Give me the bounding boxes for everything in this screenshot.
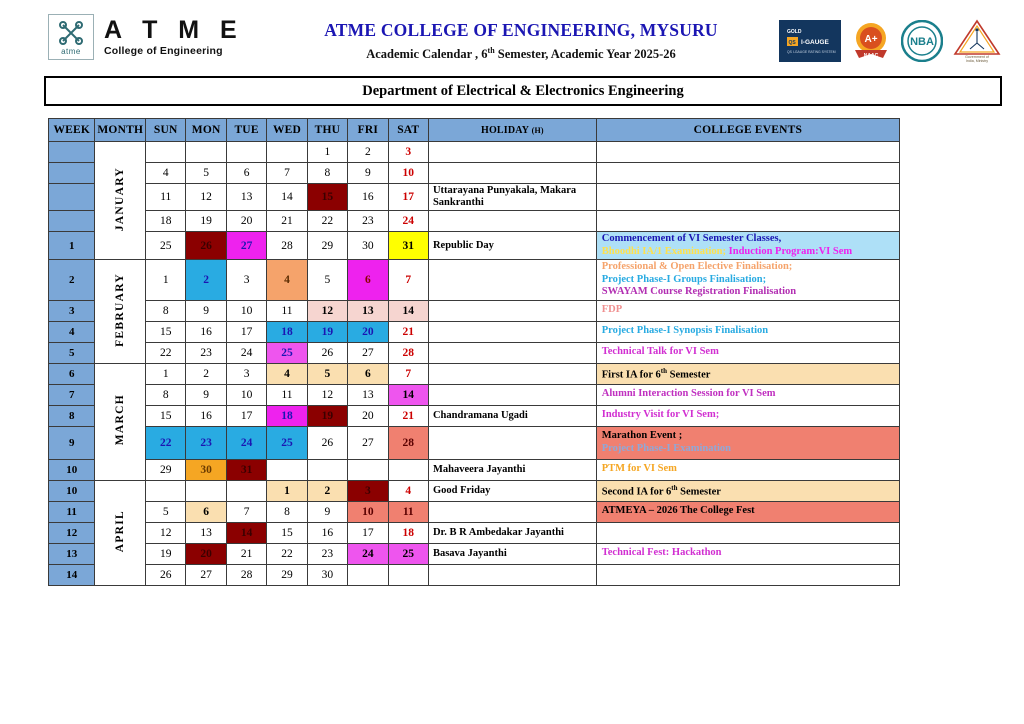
holiday-cell (428, 300, 596, 321)
government-of-india-emblem-badge-icon (952, 18, 1002, 64)
college-events-cell (596, 522, 899, 543)
date-cell: 28 (226, 564, 266, 585)
holiday-cell (428, 321, 596, 342)
week-number-cell: 10 (49, 459, 95, 480)
holiday-cell (428, 363, 596, 384)
date-cell: 15 (146, 405, 186, 426)
date-cell: 26 (307, 342, 347, 363)
column-header-fri: FRI (348, 119, 388, 142)
svg-text:QS: QS (788, 40, 796, 46)
date-cell: 21 (267, 211, 307, 232)
holiday-cell: Basava Jayanthi (428, 543, 596, 564)
svg-text:I-GAUGE: I-GAUGE (801, 39, 829, 46)
calendar-week-row (49, 300, 900, 321)
atme-knot-icon (56, 19, 86, 47)
date-cell: 19 (146, 543, 186, 564)
date-cell: 18 (146, 211, 186, 232)
event-line: Project Phase-I Groups Finalisation; (601, 273, 767, 285)
date-cell: 7 (388, 363, 428, 384)
date-cell: 17 (226, 321, 266, 342)
date-cell: 29 (307, 232, 347, 260)
date-cell: 23 (186, 426, 226, 459)
column-header-sat: SAT (388, 119, 428, 142)
holiday-cell (428, 384, 596, 405)
date-cell (146, 142, 186, 163)
svg-text:QS I-GAUGE RATING SYSTEM: QS I-GAUGE RATING SYSTEM (787, 50, 836, 54)
event-line: Marathon Event ; (601, 430, 683, 441)
calendar-week-row (49, 480, 900, 501)
date-cell: 22 (307, 211, 347, 232)
event-text-tail: Semester (666, 369, 711, 381)
holiday-cell (428, 501, 596, 522)
event-line: Alumni Interaction Session for VI Sem (601, 388, 776, 400)
date-cell (267, 142, 307, 163)
date-cell: 25 (146, 232, 186, 260)
date-cell: 10 (226, 384, 266, 405)
date-cell: 25 (388, 543, 428, 564)
date-cell: 3 (388, 142, 428, 163)
event-line: Project Phase-I Synopsis Finalisation (601, 325, 769, 337)
event-ordinal-suffix: th (660, 367, 667, 375)
calendar-table-wrapper (48, 118, 1002, 586)
date-cell: 6 (348, 260, 388, 301)
date-cell: 15 (267, 522, 307, 543)
svg-text:NBA: NBA (910, 36, 934, 48)
date-cell: 12 (146, 522, 186, 543)
svg-text:Government of: Government of (965, 55, 989, 59)
college-events-cell (596, 564, 899, 585)
event-line: Technical Fest: Hackathon (601, 547, 722, 559)
date-cell: 20 (226, 211, 266, 232)
date-cell: 20 (186, 543, 226, 564)
date-cell (146, 480, 186, 501)
month-name: APRIL (114, 509, 127, 553)
date-cell: 24 (226, 426, 266, 459)
table-head (49, 119, 900, 142)
date-cell: 30 (307, 564, 347, 585)
date-cell: 1 (267, 480, 307, 501)
date-cell: 5 (307, 260, 347, 301)
college-events-cell (596, 501, 899, 522)
date-cell: 22 (146, 426, 186, 459)
holiday-cell (428, 342, 596, 363)
college-events-cell (596, 300, 899, 321)
date-cell: 28 (388, 426, 428, 459)
event-line: FDP (601, 304, 623, 316)
date-cell: 14 (388, 384, 428, 405)
college-events-cell (596, 426, 899, 459)
week-number-cell (49, 184, 95, 211)
qs-igauge-gold-badge-icon (779, 20, 841, 62)
college-events-cell (596, 405, 899, 426)
holiday-cell: Chandramana Ugadi (428, 405, 596, 426)
date-cell: 8 (146, 300, 186, 321)
date-cell: 15 (146, 321, 186, 342)
event-text: Induction Program:VI Sem (726, 245, 853, 257)
date-cell: 22 (267, 543, 307, 564)
date-cell: 5 (307, 363, 347, 384)
week-number-cell: 9 (49, 426, 95, 459)
week-number-cell: 10 (49, 480, 95, 501)
calendar-week-row (49, 321, 900, 342)
event-text: Second IA for 6 (601, 486, 672, 498)
week-number-cell (49, 211, 95, 232)
week-number-cell: 11 (49, 501, 95, 522)
calendar-week-row (49, 342, 900, 363)
calendar-week-row (49, 384, 900, 405)
college-events-cell (596, 321, 899, 342)
week-number-cell (49, 163, 95, 184)
date-cell: 25 (267, 426, 307, 459)
calendar-week-row (49, 260, 900, 301)
holiday-cell: Mahaveera Jayanthi (428, 459, 596, 480)
table-body (49, 142, 900, 586)
column-header-sun: SUN (146, 119, 186, 142)
date-cell: 29 (267, 564, 307, 585)
date-cell: 16 (307, 522, 347, 543)
column-header-mon: MON (186, 119, 226, 142)
date-cell: 20 (348, 405, 388, 426)
date-cell: 3 (348, 480, 388, 501)
date-cell (267, 459, 307, 480)
column-header-thu: THU (307, 119, 347, 142)
date-cell: 6 (226, 163, 266, 184)
column-header-holiday: HOLIDAY (H) (428, 119, 596, 142)
date-cell: 14 (267, 184, 307, 211)
atme-monogram-icon (48, 14, 94, 60)
event-line: Professional & Open Elective Finalisation; (601, 261, 793, 272)
date-cell: 12 (186, 184, 226, 211)
holiday-cell (428, 142, 596, 163)
week-number-cell: 13 (49, 543, 95, 564)
college-events-cell (596, 459, 899, 480)
college-events-cell (596, 342, 899, 363)
svg-text:A+: A+ (864, 34, 878, 45)
date-cell: 9 (307, 501, 347, 522)
event-line: Commencement of VI Semester Classes, (601, 233, 782, 244)
calendar-week-row (49, 543, 900, 564)
date-cell: 28 (388, 342, 428, 363)
column-header-week: WEEK (49, 119, 95, 142)
date-cell: 1 (146, 260, 186, 301)
week-number-cell: 12 (49, 522, 95, 543)
date-cell (348, 564, 388, 585)
title-block (263, 14, 779, 62)
college-events-cell (596, 232, 899, 260)
date-cell: 18 (267, 321, 307, 342)
date-cell: 10 (388, 163, 428, 184)
event-line: ATMEYA – 2026 The College Fest (601, 505, 755, 517)
date-cell: 11 (146, 184, 186, 211)
svg-text:NAAC: NAAC (863, 53, 879, 59)
date-cell: 2 (348, 142, 388, 163)
brand-tagline: College of Engineering (104, 44, 223, 57)
date-cell: 19 (186, 211, 226, 232)
week-number-cell: 7 (49, 384, 95, 405)
date-cell: 25 (267, 342, 307, 363)
date-cell (226, 142, 266, 163)
date-cell: 26 (186, 232, 226, 260)
calendar-week-row (49, 564, 900, 585)
date-cell: 13 (226, 184, 266, 211)
date-cell: 11 (388, 501, 428, 522)
date-cell (348, 459, 388, 480)
date-cell: 9 (186, 300, 226, 321)
calendar-week-row (49, 405, 900, 426)
college-events-cell (596, 363, 899, 384)
event-line (602, 482, 894, 499)
date-cell: 4 (267, 260, 307, 301)
event-text-tail: Semester (677, 486, 721, 498)
event-line: Industry Visit for VI Sem; (601, 409, 720, 421)
holiday-cell (428, 564, 596, 585)
column-header-wed: WED (267, 119, 307, 142)
holiday-cell: Dr. B R Ambedakar Jayanthi (428, 522, 596, 543)
date-cell: 27 (348, 426, 388, 459)
week-number-cell: 1 (49, 232, 95, 260)
date-cell: 27 (186, 564, 226, 585)
week-number-cell: 14 (49, 564, 95, 585)
date-cell: 12 (307, 384, 347, 405)
date-cell: 6 (348, 363, 388, 384)
date-cell: 3 (226, 363, 266, 384)
calendar-week-row (49, 184, 900, 211)
date-cell: 4 (388, 480, 428, 501)
date-cell: 24 (348, 543, 388, 564)
date-cell: 27 (348, 342, 388, 363)
holiday-cell (428, 163, 596, 184)
calendar-week-row (49, 363, 900, 384)
date-cell: 13 (348, 300, 388, 321)
date-cell: 30 (186, 459, 226, 480)
month-label-cell (95, 260, 146, 364)
date-cell: 6 (186, 501, 226, 522)
event-line (602, 365, 894, 382)
calendar-week-row (49, 142, 900, 163)
event-line: Project Phase-I Examination (601, 442, 732, 454)
date-cell: 5 (186, 163, 226, 184)
accreditation-badges (779, 14, 1002, 64)
holiday-cell (428, 260, 596, 301)
date-cell: 11 (267, 300, 307, 321)
date-cell: 16 (186, 321, 226, 342)
date-cell: 19 (307, 405, 347, 426)
date-cell: 21 (388, 321, 428, 342)
college-events-cell (596, 480, 899, 501)
date-cell: 4 (146, 163, 186, 184)
date-cell: 7 (388, 260, 428, 301)
brand-name: A T M E (104, 15, 244, 44)
date-cell: 12 (307, 300, 347, 321)
date-cell: 18 (388, 522, 428, 543)
college-events-cell (596, 384, 899, 405)
week-number-cell: 8 (49, 405, 95, 426)
date-cell: 13 (186, 522, 226, 543)
holiday-cell: Uttarayana Punyakala, Makara Sankranthi (428, 184, 596, 211)
date-cell: 2 (186, 260, 226, 301)
date-cell: 22 (146, 342, 186, 363)
date-cell: 26 (146, 564, 186, 585)
month-label-cell (95, 363, 146, 480)
calendar-week-row (49, 426, 900, 459)
department-title-bar (44, 76, 1002, 106)
subtitle-sup: th (487, 46, 495, 55)
institution-logo (48, 14, 263, 60)
date-cell: 17 (348, 522, 388, 543)
column-header-month: MONTH (95, 119, 146, 142)
date-cell: 5 (146, 501, 186, 522)
month-name: FEBRUARY (114, 272, 127, 347)
department-title: Department of Electrical & Electronics Engineering (362, 82, 684, 99)
naac-a-plus-badge-icon (850, 20, 892, 62)
logo-wordmark (104, 15, 244, 57)
calendar-week-row (49, 501, 900, 522)
date-cell: 28 (267, 232, 307, 260)
date-cell: 1 (307, 142, 347, 163)
college-events-cell (596, 163, 899, 184)
page-title: ATME COLLEGE OF ENGINEERING, MYSURU (324, 20, 718, 40)
date-cell: 1 (146, 363, 186, 384)
column-header-tue: TUE (226, 119, 266, 142)
subtitle-pre: Academic Calendar , 6 (366, 47, 488, 62)
date-cell: 2 (186, 363, 226, 384)
week-number-cell (49, 142, 95, 163)
event-line: PTM for VI Sem (601, 463, 677, 475)
date-cell: 23 (307, 543, 347, 564)
month-name: MARCH (114, 394, 127, 446)
date-cell: 8 (307, 163, 347, 184)
date-cell: 17 (226, 405, 266, 426)
event-ordinal-suffix: th (671, 484, 678, 492)
logo-mark-word: atme (61, 46, 81, 56)
date-cell (388, 459, 428, 480)
date-cell (307, 459, 347, 480)
date-cell (186, 142, 226, 163)
holiday-cell: Good Friday (428, 480, 596, 501)
date-cell: 10 (226, 300, 266, 321)
date-cell: 9 (348, 163, 388, 184)
date-cell: 26 (307, 426, 347, 459)
academic-calendar-table (48, 118, 900, 586)
page-header (0, 0, 1024, 68)
date-cell: 19 (307, 321, 347, 342)
date-cell: 2 (307, 480, 347, 501)
week-number-cell: 4 (49, 321, 95, 342)
date-cell: 21 (226, 543, 266, 564)
nba-accreditation-badge-icon (901, 20, 943, 62)
date-cell: 7 (267, 163, 307, 184)
holiday-cell: Republic Day (428, 232, 596, 260)
date-cell: 11 (267, 384, 307, 405)
date-cell: 30 (348, 232, 388, 260)
date-cell (226, 480, 266, 501)
svg-text:GOLD: GOLD (787, 29, 802, 35)
date-cell: 20 (348, 321, 388, 342)
holiday-cell (428, 211, 596, 232)
date-cell: 23 (186, 342, 226, 363)
date-cell: 15 (307, 184, 347, 211)
event-line: Technical Talk for VI Sem (601, 346, 719, 358)
month-label-cell (95, 480, 146, 585)
date-cell: 31 (388, 232, 428, 260)
college-events-cell (596, 142, 899, 163)
calendar-week-row (49, 211, 900, 232)
date-cell: 16 (186, 405, 226, 426)
date-cell: 24 (388, 211, 428, 232)
date-cell: 14 (226, 522, 266, 543)
college-events-cell (596, 260, 899, 301)
date-cell: 8 (146, 384, 186, 405)
subtitle-post: Semester, Academic Year 2025-26 (494, 47, 676, 62)
event-text: First IA for 6 (601, 369, 661, 381)
event-line: Bhoodhi IA/1 Examination; Induction Program:VI Sem (601, 245, 853, 257)
calendar-week-row (49, 163, 900, 184)
month-label-cell (95, 142, 146, 260)
date-cell (186, 480, 226, 501)
date-cell: 31 (226, 459, 266, 480)
week-number-cell: 5 (49, 342, 95, 363)
date-cell (388, 564, 428, 585)
page-subtitle (263, 46, 779, 62)
date-cell: 17 (388, 184, 428, 211)
column-header-college-events: COLLEGE EVENTS (596, 119, 899, 142)
week-number-cell: 6 (49, 363, 95, 384)
holiday-cell (428, 426, 596, 459)
date-cell: 21 (388, 405, 428, 426)
date-cell: 4 (267, 363, 307, 384)
date-cell: 27 (226, 232, 266, 260)
date-cell: 23 (348, 211, 388, 232)
event-line: SWAYAM Course Registration Finalisation (601, 286, 797, 297)
date-cell: 18 (267, 405, 307, 426)
date-cell: 24 (226, 342, 266, 363)
week-number-cell: 2 (49, 260, 95, 301)
date-cell: 29 (146, 459, 186, 480)
calendar-week-row (49, 459, 900, 480)
date-cell: 14 (388, 300, 428, 321)
svg-text:India, Ministry: India, Ministry (965, 59, 989, 63)
calendar-week-row (49, 522, 900, 543)
month-name: JANUARY (114, 166, 127, 232)
college-events-cell (596, 211, 899, 232)
date-cell: 9 (186, 384, 226, 405)
college-events-cell (596, 184, 899, 211)
date-cell: 16 (348, 184, 388, 211)
date-cell: 10 (348, 501, 388, 522)
date-cell: 8 (267, 501, 307, 522)
date-cell: 3 (226, 260, 266, 301)
date-cell: 7 (226, 501, 266, 522)
calendar-week-row (49, 232, 900, 260)
table-header-row (49, 119, 900, 142)
week-number-cell: 3 (49, 300, 95, 321)
college-events-cell (596, 543, 899, 564)
date-cell: 13 (348, 384, 388, 405)
